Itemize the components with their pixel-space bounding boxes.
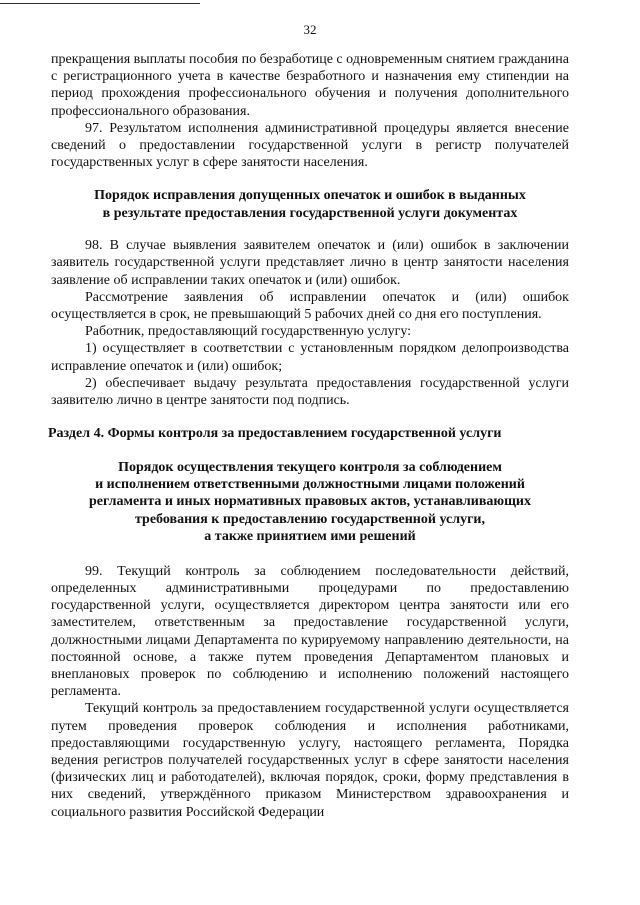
section-4-heading: Раздел 4. Формы контроля за предоставлением государственной услуги: [48, 426, 502, 442]
paragraph-99: 99. Текущий контроль за соблюдением последовательности действий, определенных административными процедурами по предоставлению государственной услуги, осуществляется директором центра занятости или его заместителем, ответственным за предоставление государственной услуги, должностными лицами Департамента по курируемому направлению деятельности, на постоянной основе, а также путем проведения Департаментом плановых и внеплановых проверок по соблюдению и исполнению положений настоящего регламента.: [51, 563, 569, 700]
paragraph-review-term: Рассмотрение заявления об исправлении опечаток и (или) ошибок осуществляется в срок, не превышающий 5 рабочих дней со дня его поступления.: [51, 289, 569, 323]
list-item-2: 2) обеспечивает выдачу результата предоставления государственной услуги заявителю лично в центре занятости под подпись.: [51, 375, 569, 409]
top-rule: [0, 3, 200, 4]
heading-corrections-line1: Порядок исправления допущенных опечаток и ошибок в выданных: [94, 188, 526, 204]
heading-current-control-line2: и исполнением ответственными должностными лицами положений: [95, 477, 525, 493]
heading-current-control-line1: Порядок осуществления текущего контроля за соблюдением: [118, 459, 502, 475]
heading-current-control: [51, 459, 569, 546]
paragraph-98: 98. В случае выявления заявителем опечаток и (или) ошибок в заключении заявитель государственной услуги представляет лично в центр занятости населения заявление об исправлении таких опечаток и (или) ошибок.: [51, 238, 569, 288]
document-page: [48, 22, 569, 821]
heading-corrections-line2: в результате предоставления государственной услуги документах: [102, 205, 518, 221]
heading-current-control-line5: а также принятием ими решений: [204, 529, 416, 545]
list-item-1: 1) осуществляет в соответствии с установленным порядком делопроизводства исправление опечаток и (или) ошибок;: [51, 341, 569, 374]
paragraph-continuation: прекращения выплаты пособия по безработице с одновременным снятием гражданина с регистрационного учета в качестве безработного и назначения ему стипендии на период прохождения профессионального обучения и получения дополнительного профессионального образования.: [51, 52, 569, 119]
paragraph-current-control: Текущий контроль за предоставлением государственной услуги осуществляется путем проведения проверок соблюдения и исполнения работниками, предоставляющими государственную услугу, настоящего регламента, Порядка ведения регистров получателей государственных услуг в сфере занятости населения (физических лиц и работодателей), включая порядок, сроки, форму представления в них сведений, утверждённого приказом Министерством здравоохранения и социального развития Российской Федерации: [51, 701, 569, 820]
paragraph-97: 97. Результатом исполнения административной процедуры является внесение сведений о предоставлении государственной услуги в регистр получателей государственных услуг в сфере занятости населения.: [51, 120, 569, 171]
heading-corrections: [51, 187, 569, 222]
heading-current-control-line4: требования к предоставлению государственной услуги,: [135, 511, 485, 527]
heading-current-control-line3: регламента и иных нормативных правовых актов, устанавливающих: [89, 494, 531, 510]
page-number: 32: [303, 22, 317, 37]
paragraph-worker: Работник, предоставляющий государственную услугу:: [85, 324, 412, 340]
